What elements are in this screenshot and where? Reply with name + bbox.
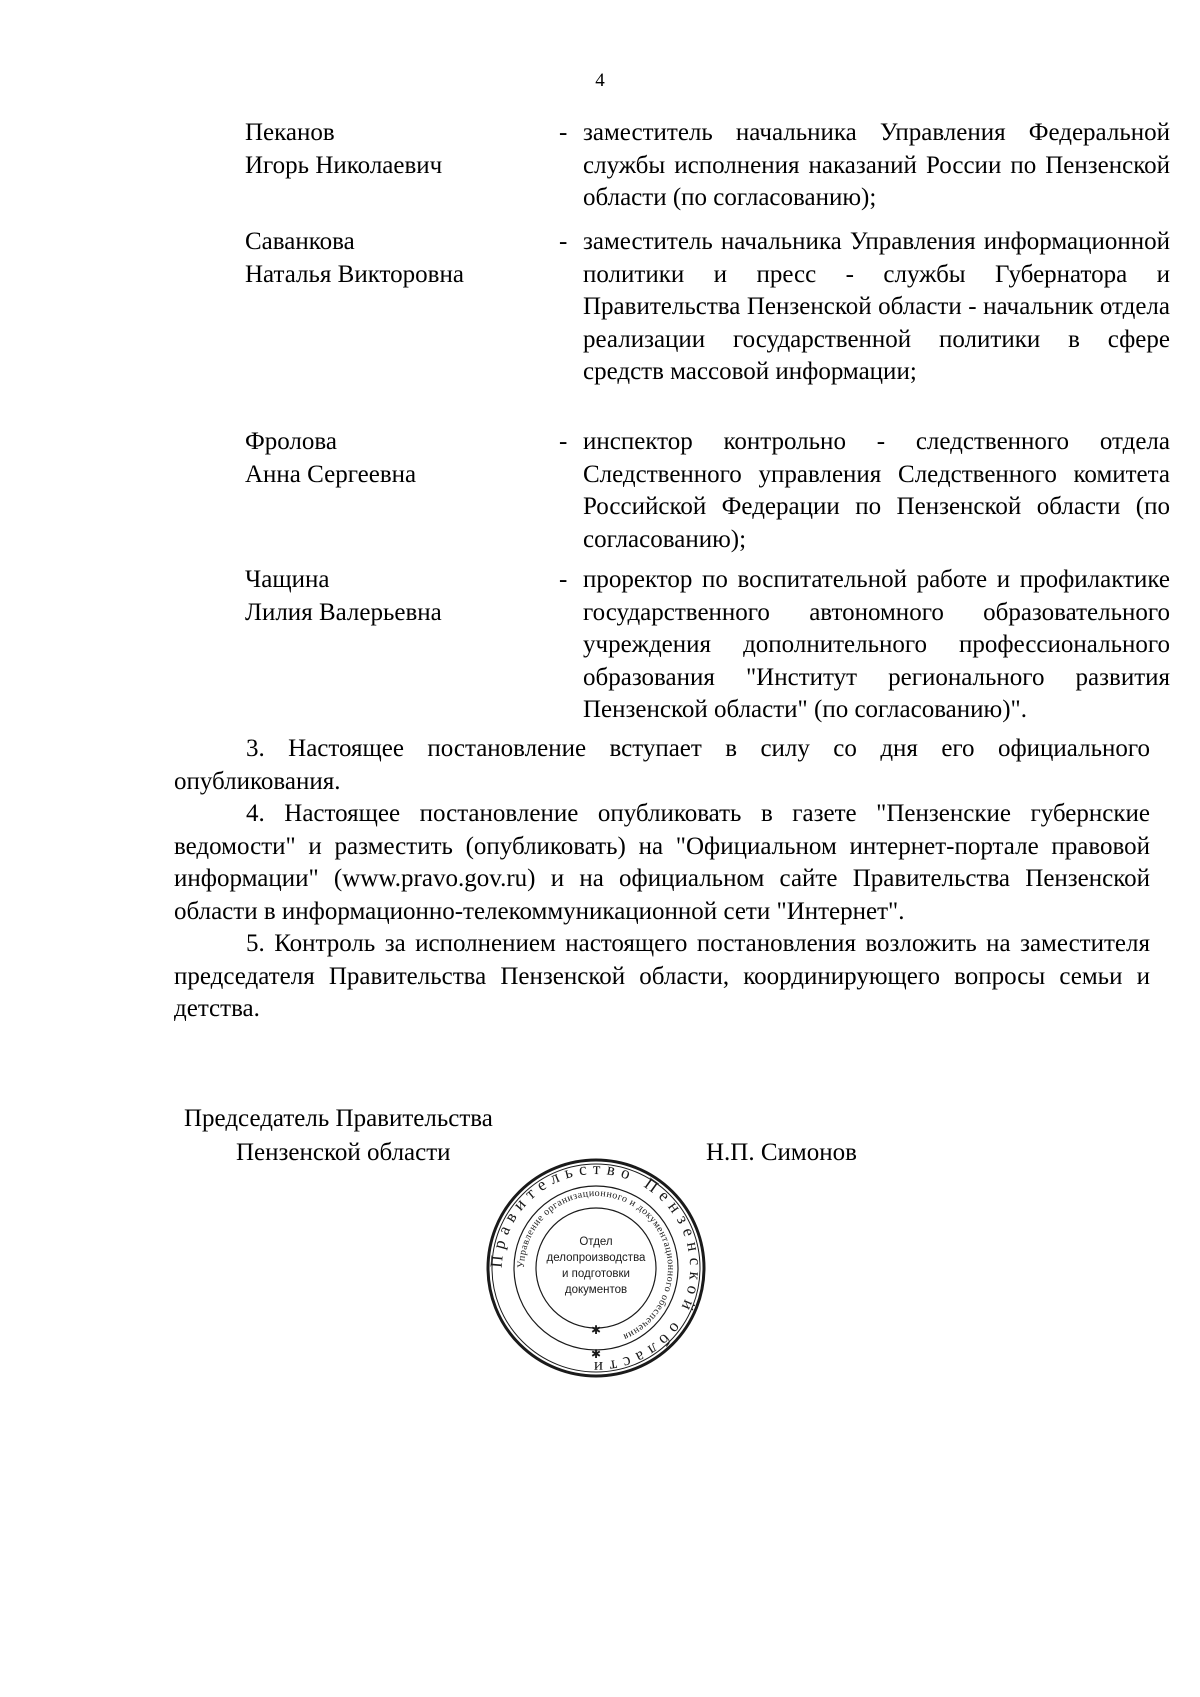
seal-middle-text: Управление организационного и документационного обеспечения: [515, 1187, 677, 1343]
seal-outer-text: Правительство Пензенской области: [486, 1158, 706, 1378]
member-entry-frolova: [245, 426, 1170, 561]
member-surname: Саванкова: [245, 228, 355, 255]
member-role: заместитель начальника Управления Федеральной службы исполнения наказаний России по Пензенской области (по согласованию);: [583, 119, 1170, 212]
member-given-names: Анна Сергеевна: [245, 460, 417, 488]
svg-text:✱: ✱: [590, 1347, 602, 1361]
page-number: 4: [595, 70, 605, 91]
paragraph-effective-date: 3. Настоящее постановление вступает в силу со дня его официального опубликования.: [174, 735, 1150, 795]
official-seal: [486, 1158, 706, 1378]
member-surname: Чащина: [245, 566, 330, 593]
member-entry-chashchina: [245, 564, 1170, 734]
member-dash: -: [559, 566, 568, 593]
paragraph-publication: 4. Настоящее постановление опубликовать в газете "Пензенские губернские ведомости" и разместить (опубликовать) на "Официальном интернет-портале правовой информации" (www.pravo.gov.ru) и на официальном сайте Правительства Пензенской области в информационно-телекоммуникационной сети "Интернет".: [174, 800, 1150, 925]
member-dash: -: [559, 119, 568, 146]
member-given-names: Лилия Валерьевна: [245, 598, 442, 626]
member-dash: -: [559, 228, 568, 255]
signature-title-line-2: Пензенской области: [236, 1139, 451, 1166]
member-role: заместитель начальника Управления информационной политики и пресс - службы Губернатора и Правительства Пензенской области - начальник отдела реализации государственной политики в сфере средств массовой информации;: [583, 228, 1170, 386]
seal-star-icon: [591, 1323, 601, 1361]
member-entry-savankova: [245, 226, 1170, 426]
seal-center-line: Отдел: [579, 1236, 613, 1248]
member-name: [245, 564, 545, 629]
seal-center-line: делопроизводства: [546, 1252, 646, 1264]
member-name: [245, 226, 545, 291]
member-surname: Пеканов: [245, 119, 335, 146]
paragraph-control: 5. Контроль за исполнением настоящего постановления возложить на заместителя председателя Правительства Пензенской области, координирующего вопросы семьи и детства.: [174, 930, 1150, 1023]
member-role: инспектор контрольно - следственного отдела Следственного управления Следственного комитета Российской Федерации по Пензенской области (по согласованию);: [583, 428, 1170, 553]
member-given-names: Игорь Николаевич: [245, 151, 443, 179]
member-dash: -: [559, 428, 568, 455]
member-given-names: Наталья Викторовна: [245, 260, 464, 288]
seal-center-line: и подготовки: [562, 1268, 630, 1280]
member-name: [245, 117, 545, 182]
member-name: [245, 426, 545, 491]
signatory-name: Н.П. Симонов: [706, 1139, 857, 1166]
signature-title-line-1: Председатель Правительства: [184, 1105, 493, 1132]
svg-text:✱: ✱: [590, 1323, 602, 1337]
seal-center-text: [547, 1236, 647, 1296]
member-surname: Фролова: [245, 428, 337, 455]
member-entry-pekanov: [245, 117, 1170, 217]
member-role: проректор по воспитательной работе и профилактике государственного автономного образовательного учреждения дополнительного профессионального образования "Институт регионального развития Пензенской области" (по согласованию)".: [583, 566, 1170, 724]
seal-center-line: документов: [564, 1284, 628, 1296]
